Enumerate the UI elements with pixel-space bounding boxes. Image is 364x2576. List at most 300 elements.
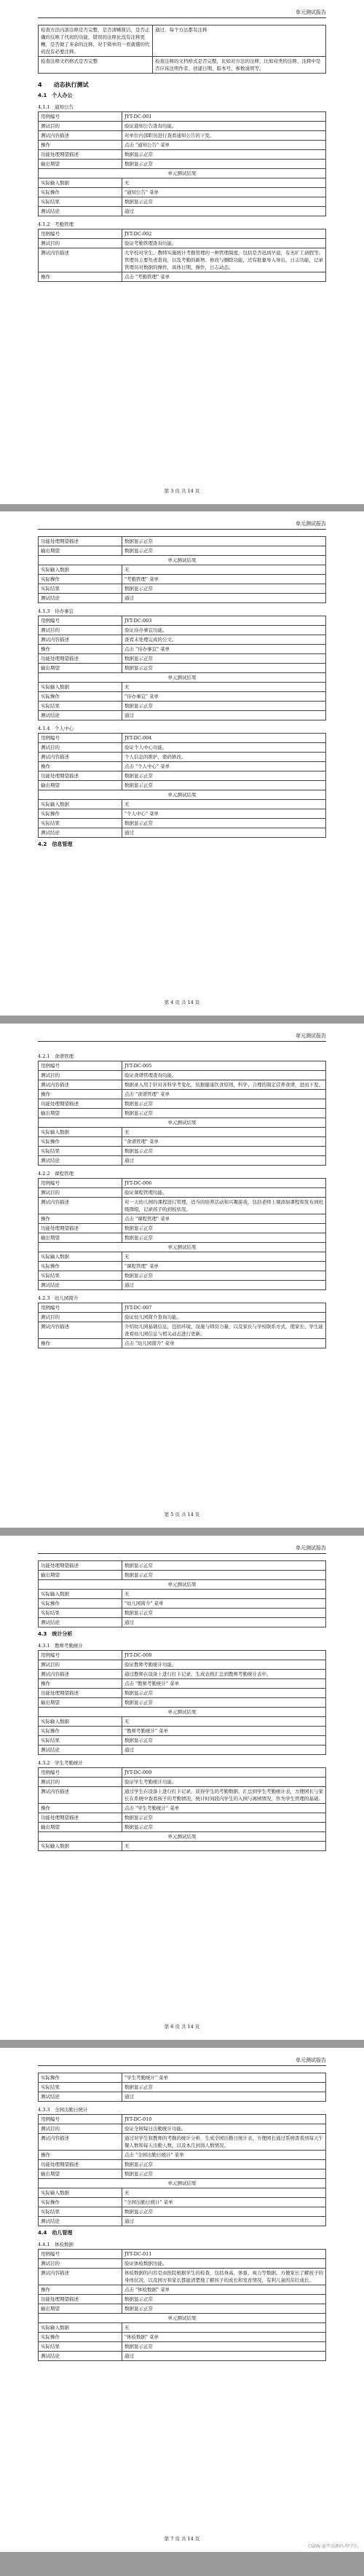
table-row [39, 197, 326, 207]
table-row [39, 1736, 326, 1746]
table-key-cell: 操作 [39, 1804, 122, 1813]
table-value-cell: 验证教师考勤统计功能。 [122, 1660, 326, 1670]
table-value-cell: 数据显示正常 [122, 2304, 326, 2314]
table-value-cell: 无 [122, 2323, 326, 2333]
subsection-heading: 4.2.3 幼儿园简介 [38, 1295, 79, 1301]
subsection-heading: 4.3.3 全园出勤日统计 [38, 2107, 88, 2113]
table-value-cell: JYT-DC-009 [122, 1768, 326, 1778]
subsection-heading: 4.3.2 学生考勤统计 [38, 1760, 84, 1766]
table-value-cell: 无 [122, 1590, 326, 1599]
table-value-cell: 验证通知公告查询功能。 [122, 122, 326, 131]
table-row [39, 711, 326, 720]
table-row [39, 1147, 326, 1156]
page-content [38, 25, 326, 282]
table-key-cell: 实际操作 [39, 692, 122, 702]
table-row [39, 131, 326, 141]
table-key-cell: 操作 [39, 645, 122, 654]
table-value-cell: 数据显示正常 [122, 1271, 326, 1281]
table-value-cell: 数据显示正常 [122, 1609, 326, 1618]
header-rule [38, 2065, 326, 2066]
table-value-cell: 数据显示正常 [122, 2169, 326, 2179]
table-key-cell: 输出期望 [39, 2169, 122, 2179]
page-header: 单元测试报告 [296, 1033, 326, 1039]
table-row [39, 112, 326, 122]
table-key-cell: 输出期望 [39, 160, 122, 169]
table-row [39, 1708, 326, 1717]
table-value-cell: 通过 [122, 711, 326, 720]
table-value-cell: 检查注释的文档格式是否完整，比如对方法的注释，比如对类的注释，注释中是否应该注明作者、创建日期、版本号、参数说明等。 [153, 57, 326, 74]
table-value-cell: 验证课程管理功能。 [122, 1188, 326, 1198]
table-row [39, 771, 326, 781]
table-row [39, 1679, 326, 1689]
table-key-cell: 输出期望 [39, 781, 122, 790]
table-value-cell: 数据显示正常 [122, 654, 326, 664]
table-value-cell: 数据显示正常 [122, 1823, 326, 1832]
table-key-cell: 测试目的 [39, 1071, 122, 1080]
table-key-cell: 实际操作 [39, 809, 122, 819]
table-value-cell: JYT-DC-007 [122, 1303, 326, 1313]
table-key-cell: 用例编号 [39, 112, 122, 122]
table-value-cell: 验证个人中心功能。 [122, 743, 326, 753]
table-row [39, 1118, 326, 1128]
table-row [39, 1778, 326, 1787]
table-row [39, 239, 326, 248]
table-row [39, 2342, 326, 2352]
table-key-cell: 实际结果 [39, 1147, 122, 1156]
table-row [39, 229, 326, 239]
page-footer: 第 5 页 共 14 页 [164, 1512, 200, 1517]
table-key-cell: 实际操作 [39, 2073, 122, 2083]
table-key-cell: 输出期望 [39, 1233, 122, 1243]
table-value-cell: 无 [122, 178, 326, 188]
table-key-cell: 测试结论 [39, 1281, 122, 1290]
table-row [39, 57, 326, 74]
header-rule [38, 17, 326, 18]
table-value-cell: 数据显示正常 [122, 546, 326, 556]
table-row [39, 178, 326, 188]
table-key-cell: 操作 [39, 1214, 122, 1224]
table-row [39, 2217, 326, 2226]
table-key-cell: 测试内容描述 [39, 1198, 122, 1214]
table-row [39, 546, 326, 556]
table-value-cell: 点击 "学生考勤统计" 菜单 [122, 1804, 326, 1813]
table-row [39, 1252, 326, 1262]
table-value-cell: 数据显示正常 [122, 2207, 326, 2217]
table-row [39, 654, 326, 664]
table-row [39, 1090, 326, 1099]
table-key-cell: 实际输入数据 [39, 683, 122, 692]
page-footer: 第 3 页 共 14 页 [164, 488, 200, 494]
table-key-cell: 实际输入数据 [39, 800, 122, 809]
table-key-cell: 功能处理期望描述 [39, 2160, 122, 2169]
table-section-cell: 单元测试结果 [39, 1118, 326, 1128]
table-value-cell: 验证考勤管理查询功能。 [122, 239, 326, 248]
table-key-cell: 测试结论 [39, 1746, 122, 1755]
table-value-cell: 数据显示正常 [122, 160, 326, 169]
table-key-cell: 操作 [39, 2151, 122, 2160]
table-key-cell: 测试内容描述 [39, 1080, 122, 1090]
table-key-cell: 测试内容描述 [39, 635, 122, 645]
table-key-cell: 测试结论 [39, 1156, 122, 1166]
table-value-cell: 数据显示正常 [122, 1147, 326, 1156]
table-value-cell: "待办事宜" 菜单 [122, 692, 326, 702]
table-value-cell: 验证幼儿园简介查询功能。 [122, 1313, 326, 1322]
table-row [39, 1698, 326, 1708]
table-value-cell: 数据显示正常 [122, 664, 326, 673]
test-case-table [38, 25, 326, 74]
table-key-cell: 输出期望 [39, 2304, 122, 2314]
table-value-cell: 通过 [122, 594, 326, 603]
table-key-cell: 用例编号 [39, 2115, 122, 2124]
table-key-cell: 实际输入数据 [39, 1590, 122, 1599]
table-key-cell: 实际输入数据 [39, 1128, 122, 1137]
table-row [39, 809, 326, 819]
table-value-cell: 个人信息的维护，密码修改。 [122, 753, 326, 762]
table-value-cell: "课程管理" 菜单 [122, 1262, 326, 1271]
subsection-heading: 4.1.2 考勤管理 [38, 221, 74, 227]
table-value-cell: 无 [122, 565, 326, 575]
table-key-cell: 实际输入数据 [39, 2323, 122, 2333]
table-section-cell: 单元测试结果 [39, 1580, 326, 1590]
report-page [0, 511, 364, 1016]
table-row [39, 248, 326, 272]
table-value-cell: 通过 [122, 1618, 326, 1627]
table-row [39, 1099, 326, 1109]
subsection-heading: 4.1.3 待办事宜 [38, 608, 74, 614]
table-key-cell: 操作 [39, 2285, 122, 2295]
table-row [39, 734, 326, 743]
subsection-heading: 4.1.1 通知公告 [38, 104, 74, 110]
table-section-cell: 单元测试结果 [39, 790, 326, 800]
test-case-table [38, 1303, 326, 1348]
subsection-heading: 4.1.4 个人中心 [38, 726, 74, 731]
table-key-cell: 操作 [39, 1339, 122, 1348]
table-key-cell: 实际输入数据 [39, 178, 122, 188]
table-row [39, 1571, 326, 1580]
table-row [39, 2285, 326, 2295]
table-row [39, 2352, 326, 2361]
table-row [39, 169, 326, 178]
table-key-cell: 测试结论 [39, 2217, 122, 2226]
table-key-cell: 测试内容描述 [39, 2134, 122, 2151]
table-value-cell: 验证食谱管理查询功能。 [122, 1071, 326, 1080]
table-key-cell: 用例编号 [39, 229, 122, 239]
table-row [39, 1271, 326, 1281]
table-key-cell: 实际操作 [39, 1599, 122, 1609]
table-value-cell: 介绍幼儿园基础信息，包括环境、设施与师资力量，以及家长与学校联系方式，使家长、学生能查看幼儿园信息与相关动态进行更新。 [122, 1322, 326, 1339]
table-row [39, 2250, 326, 2259]
page-header: 单元测试报告 [296, 1545, 326, 1551]
table-row [39, 683, 326, 692]
table-key-cell: 输出期望 [39, 1698, 122, 1708]
table-key-cell: 输出期望 [39, 1823, 122, 1832]
table-value-cell: JYT-DC-002 [122, 229, 326, 239]
table-row [39, 1768, 326, 1778]
table-value-cell: JYT-DC-001 [122, 112, 326, 122]
table-value-cell: 数据显示正常 [122, 1233, 326, 1243]
section-heading: 4.4 幼儿管理 [38, 2230, 73, 2236]
table-value-cell: 通过对学生和教师的考勤的统计分析，生成全园出勤日统计表，方便园长通过系统查看到每天午餐人数和每天出勤人数，以及本月到岗人数情况。 [122, 2134, 326, 2151]
table-value-cell: 数据显示正常 [122, 1698, 326, 1708]
table-value-cell: 数据显示正常 [122, 2295, 326, 2304]
table-row [39, 1233, 326, 1243]
table-value-cell: 通过 [122, 828, 326, 838]
table-value-cell: 点击 "幼儿园简介" 菜单 [122, 1339, 326, 1348]
table-key-cell: 检查注释文档格式是否完整 [39, 57, 153, 74]
table-key-cell: 功能处理期望描述 [39, 771, 122, 781]
table-key-cell: 实际结果 [39, 2207, 122, 2217]
table-value-cell: 点击 "课程管理" 菜单 [122, 1214, 326, 1224]
table-value-cell: 点击 "考勤管理" 菜单 [122, 272, 326, 282]
test-case-table [38, 1767, 326, 1851]
table-value-cell: "幼儿园简介" 菜单 [122, 1599, 326, 1609]
table-row [39, 188, 326, 197]
table-value-cell: 通过 [122, 1156, 326, 1166]
table-value-cell: 点击 "通知公告" 菜单 [122, 141, 326, 150]
table-key-cell: 实际结果 [39, 702, 122, 711]
table-key-cell: 操作 [39, 141, 122, 150]
table-key-cell: 测试目的 [39, 239, 122, 248]
header-rule [38, 529, 326, 530]
header-rule [38, 1553, 326, 1554]
table-row [39, 2169, 326, 2179]
table-value-cell: 无 [122, 683, 326, 692]
test-case-table [38, 2114, 326, 2226]
table-value-cell: 通过 [122, 207, 326, 216]
table-key-cell: 实际输入数据 [39, 565, 122, 575]
table-value-cell: JYT-DC-003 [122, 616, 326, 626]
page-header: 单元测试报告 [296, 9, 326, 15]
table-key-cell: 实际结果 [39, 197, 122, 207]
table-row [39, 272, 326, 282]
table-row [39, 1717, 326, 1727]
watermark: CSDN @毕设源码-钟学长 [307, 2544, 358, 2549]
table-row [39, 2304, 326, 2314]
table-value-cell: 点击 "待办事宜" 菜单 [122, 645, 326, 654]
table-row [39, 2198, 326, 2207]
test-case-table [38, 229, 326, 282]
table-row [39, 1651, 326, 1660]
table-row [39, 753, 326, 762]
table-row [39, 2333, 326, 2342]
table-row [39, 819, 326, 828]
table-key-cell: 测试结论 [39, 594, 122, 603]
subsection-heading: 4.3.1 教师考勤统计 [38, 1643, 84, 1649]
table-key-cell: 用例编号 [39, 1768, 122, 1778]
table-value-cell: 数据显示正常 [122, 1813, 326, 1823]
section-heading: 4.1 个人办公 [38, 93, 73, 98]
table-key-cell: 功能处理期望描述 [39, 1813, 122, 1823]
table-value-cell: 数据显示正常 [122, 1099, 326, 1109]
table-row [39, 122, 326, 131]
table-value-cell: JYT-DC-010 [122, 2115, 326, 2124]
table-row [39, 584, 326, 594]
table-value-cell: JYT-DC-006 [122, 1179, 326, 1188]
table-row [39, 2207, 326, 2217]
table-section-cell: 单元测试结果 [39, 2179, 326, 2188]
table-section-cell: 单元测试结果 [39, 1708, 326, 1717]
table-row [39, 575, 326, 584]
table-key-cell: 测试内容描述 [39, 131, 122, 141]
test-case-table [38, 1560, 326, 1627]
table-key-cell: 输出期望 [39, 664, 122, 673]
subsection-heading: 4.2.2 课程管理 [38, 1171, 74, 1177]
table-row [39, 1813, 326, 1823]
table-row [39, 2269, 326, 2285]
page-content [38, 1048, 326, 1348]
table-value-cell: 验证学生考勤统计功能。 [122, 1778, 326, 1787]
table-value-cell: 通过 [122, 1281, 326, 1290]
chapter-heading: 4 动态执行测试 [38, 82, 89, 88]
table-value-cell: 点击 "个人中心" 菜单 [122, 762, 326, 771]
table-value-cell: 验证全园每日出勤统计功能。 [122, 2124, 326, 2134]
table-value-cell: 对单位内部职员进行查看通知公告的下发。 [122, 131, 326, 141]
table-value-cell: 数据显示正常 [122, 1561, 326, 1571]
table-key-cell: 用例编号 [39, 1651, 122, 1660]
table-row [39, 1214, 326, 1224]
table-key-cell: 功能处理期望描述 [39, 150, 122, 160]
table-row [39, 781, 326, 790]
table-value-cell: 无 [122, 1842, 326, 1851]
table-row [39, 790, 326, 800]
table-row [39, 1322, 326, 1339]
table-value-cell: 数据显示正常 [122, 771, 326, 781]
table-key-cell: 实际操作 [39, 1727, 122, 1736]
table-row [39, 762, 326, 771]
table-value-cell: "教师考勤统计" 菜单 [122, 1727, 326, 1736]
table-row [39, 2134, 326, 2151]
table-row [39, 1689, 326, 1698]
table-key-cell: 测试目的 [39, 743, 122, 753]
table-section-cell: 单元测试结果 [39, 556, 326, 565]
table-key-cell: 实际输入数据 [39, 1717, 122, 1727]
table-key-cell: 实际结果 [39, 2342, 122, 2352]
table-row [39, 800, 326, 809]
table-value-cell: 点击 "教师考勤统计" 菜单 [122, 1679, 326, 1689]
table-value-cell: JYT-DC-008 [122, 1651, 326, 1660]
table-row [39, 1580, 326, 1590]
table-key-cell: 测试结论 [39, 2092, 122, 2102]
table-key-cell: 用例编号 [39, 2250, 122, 2259]
table-key-cell: 测试结论 [39, 2352, 122, 2361]
table-row [39, 1061, 326, 1071]
table-value-cell: JYT-DC-005 [122, 1061, 326, 1071]
subsection-heading: 4.2.1 食谱管理 [38, 1053, 74, 1059]
table-row [39, 1198, 326, 1214]
table-row [39, 1823, 326, 1832]
table-value-cell: 数据显示正常 [122, 2342, 326, 2352]
table-key-cell: 测试内容描述 [39, 2269, 122, 2285]
table-key-cell: 测试目的 [39, 1188, 122, 1198]
table-row [39, 692, 326, 702]
table-row [39, 673, 326, 683]
table-value-cell: 数据显示正常 [122, 1689, 326, 1698]
test-case-table [38, 536, 326, 603]
table-key-cell: 功能处理期望描述 [39, 1689, 122, 1698]
table-row [39, 645, 326, 654]
report-page [0, 2048, 364, 2552]
table-key-cell: 实际操作 [39, 2333, 122, 2342]
report-page [0, 1024, 364, 1528]
table-row [39, 141, 326, 150]
table-key-cell: 功能处理期望描述 [39, 1224, 122, 1233]
table-row [39, 2160, 326, 2169]
table-value-cell: 数据显示正常 [122, 537, 326, 546]
table-value-cell: 通过 [122, 2352, 326, 2361]
table-value-cell: 无 [122, 1128, 326, 1137]
test-case-table [38, 1061, 326, 1166]
table-row [39, 1128, 326, 1137]
table-value-cell: "个人中心" 菜单 [122, 809, 326, 819]
table-section-cell: 单元测试结果 [39, 673, 326, 683]
table-key-cell: 输出期望 [39, 1571, 122, 1580]
table-value-cell: 数据显示正常 [122, 781, 326, 790]
table-key-cell: 功能处理期望描述 [39, 2295, 122, 2304]
table-value-cell: 无 [122, 1717, 326, 1727]
table-key-cell: 用例编号 [39, 1179, 122, 1188]
table-key-cell: 用例编号 [39, 734, 122, 743]
page-content [38, 536, 326, 849]
table-key-cell: 测试目的 [39, 626, 122, 635]
table-value-cell: 验证待办事宜功能。 [122, 626, 326, 635]
table-row [39, 828, 326, 838]
table-value-cell: 通过，每个方法都有注释 [153, 25, 326, 57]
table-value-cell: 数据显示正常 [122, 1224, 326, 1233]
table-key-cell: 测试结论 [39, 207, 122, 216]
table-key-cell: 实际结果 [39, 819, 122, 828]
table-row [39, 1787, 326, 1804]
table-row [39, 1303, 326, 1313]
table-key-cell: 功能处理期望描述 [39, 654, 122, 664]
table-row [39, 1561, 326, 1571]
table-section-cell: 单元测试结果 [39, 2314, 326, 2323]
table-key-cell: 用例编号 [39, 1061, 122, 1071]
table-row [39, 664, 326, 673]
table-row [39, 1313, 326, 1322]
table-key-cell: 测试目的 [39, 1778, 122, 1787]
test-case-table [38, 616, 326, 720]
test-case-table [38, 111, 326, 216]
table-row [39, 1727, 326, 1736]
table-row [39, 2073, 326, 2083]
table-key-cell: 测试结论 [39, 828, 122, 838]
table-key-cell: 测试结论 [39, 1618, 122, 1627]
table-key-cell: 检查方法内部注释是否完整，是否清晰简洁，是否正确的反映了代码的功能，错误的注释比没有注释更糟，是否做了多余的注释，对于简单的一看就懂的代码没有必要注释。 [39, 25, 153, 57]
table-value-cell: 数据显示正常 [122, 819, 326, 828]
table-row [39, 2323, 326, 2333]
table-row [39, 1281, 326, 1290]
page-footer: 第 7 页 共 14 页 [164, 2536, 200, 2542]
table-row [39, 2092, 326, 2102]
table-section-cell: 单元测试结果 [39, 169, 326, 178]
table-key-cell: 测试内容描述 [39, 753, 122, 762]
table-value-cell: 通过 [122, 1746, 326, 1755]
test-case-table [38, 2249, 326, 2361]
table-key-cell: 输出期望 [39, 546, 122, 556]
table-row [39, 1137, 326, 1147]
table-key-cell: 实际结果 [39, 1609, 122, 1618]
table-row [39, 1080, 326, 1090]
table-value-cell: 通过 [122, 2092, 326, 2102]
table-key-cell: 实际结果 [39, 2083, 122, 2092]
page-footer: 第 6 页 共 14 页 [164, 2024, 200, 2030]
table-value-cell: 数据显示正常 [122, 584, 326, 594]
table-row [39, 2259, 326, 2269]
table-key-cell: 功能处理期望描述 [39, 1099, 122, 1109]
table-value-cell: 数据显示正常 [122, 150, 326, 160]
table-row [39, 1590, 326, 1599]
page-content [38, 1560, 326, 1851]
